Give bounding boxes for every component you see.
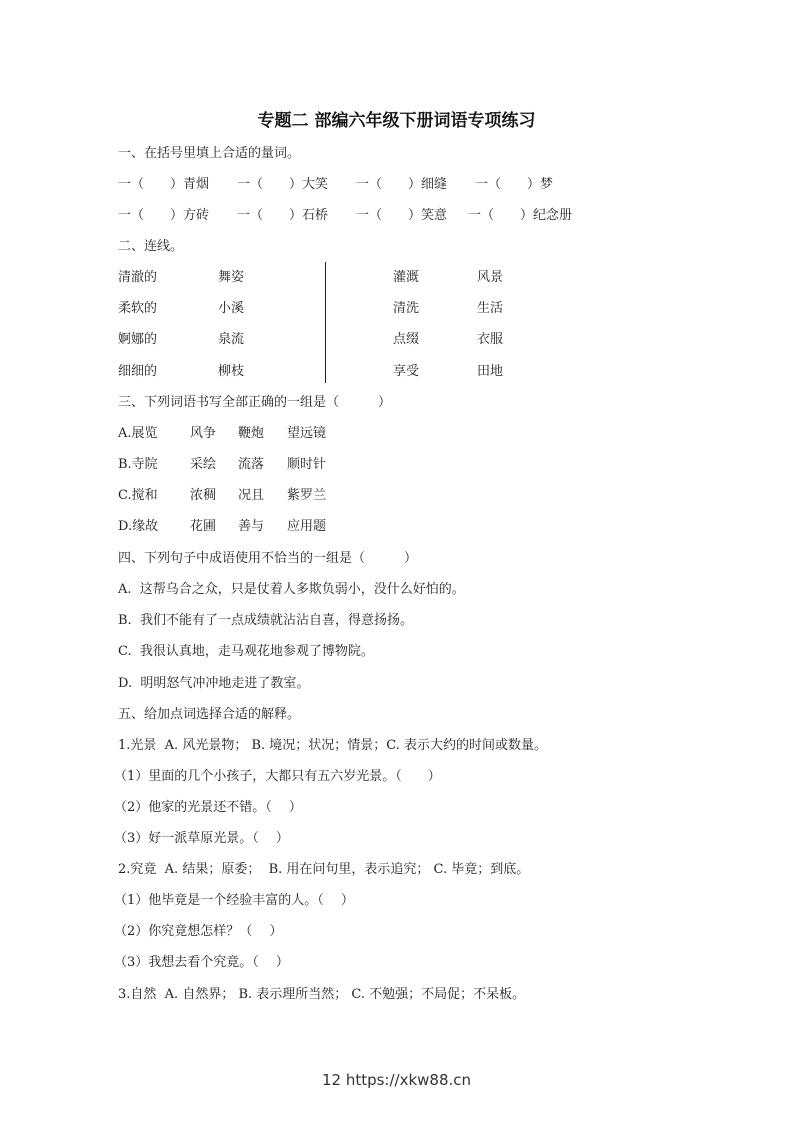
match-word: 田地	[477, 364, 504, 379]
question-item: （2）你究竟想怎样？（ ）	[114, 924, 283, 939]
option-word: 紫罗兰	[287, 488, 327, 503]
fill-item: 一（ ）方砖	[118, 208, 210, 223]
fill-item: 一（ ）大笑	[237, 177, 329, 192]
question-item: （3）我想去看个究竟。（ ）	[114, 955, 289, 970]
match-word: 清洗	[393, 301, 420, 316]
question-item: （2）他家的光景还不错。（ ）	[114, 800, 302, 815]
page-footer: 12 https://xkw88.cn	[321, 1071, 472, 1089]
option-label: B.寺院	[118, 457, 158, 472]
option-label: C.搅和	[118, 488, 158, 503]
section-5-heading: 五、给加点词选择合适的解释。	[118, 707, 301, 722]
fill-item: 一（ ）细缝	[356, 177, 448, 192]
match-word: 小溪	[218, 301, 245, 316]
section-4-heading: 四、下列句子中成语使用不恰当的一组是（ ）	[118, 551, 418, 566]
match-word: 柳枝	[218, 364, 245, 379]
question-item: （1）他毕竟是一个经验丰富的人。（ ）	[114, 893, 354, 908]
fill-item: 一（ ）石桥	[237, 208, 329, 223]
divider-line	[325, 262, 326, 383]
match-word: 生活	[477, 301, 504, 316]
option-word: 况且	[238, 488, 265, 503]
match-word: 享受	[393, 364, 420, 379]
word-definition: 2.究竟 A. 结果；原委； B. 用在问句里，表示追究； C. 毕竟；到底。	[118, 862, 530, 877]
option-word: 望远镜	[287, 426, 327, 441]
question-item: （3）好一派草原光景。（ ）	[114, 831, 289, 846]
option-label: D.缘故	[118, 519, 159, 534]
match-word: 舞姿	[218, 270, 245, 285]
match-word: 婀娜的	[118, 332, 158, 347]
option-word: 流落	[238, 457, 265, 472]
match-word: 柔软的	[118, 301, 158, 316]
section-1-heading: 一、在括号里填上合适的量词。	[118, 146, 301, 161]
option-c: C. 我很认真地，走马观花地参观了博物院。	[118, 644, 374, 659]
match-word: 清澈的	[118, 270, 158, 285]
match-word: 泉流	[218, 332, 245, 347]
match-word: 风景	[477, 270, 504, 285]
option-label: A.展览	[118, 426, 158, 441]
fill-item: 一（ ）青烟	[118, 177, 210, 192]
page-title: 专题二 部编六年级下册词语专项练习	[257, 111, 536, 131]
option-a: A. 这帮乌合之众，只是仗着人多欺负弱小，没什么好怕的。	[118, 582, 465, 597]
match-word: 衣服	[477, 332, 504, 347]
option-word: 应用题	[287, 519, 327, 534]
fill-item: 一（ ）笑意	[356, 208, 448, 223]
section-2-heading: 二、连线。	[118, 239, 184, 254]
option-word: 顺时针	[287, 457, 327, 472]
option-word: 善与	[238, 519, 265, 534]
fill-item: 一（ ）梦	[475, 177, 554, 192]
question-item: （1）里面的几个小孩子，大都只有五六岁光景。（ ）	[114, 769, 441, 784]
word-definition: 1.光景 A. 风光景物； B. 境况；状况；情景；C. 表示大约的时间或数量。	[118, 738, 548, 753]
option-word: 风争	[190, 426, 217, 441]
option-word: 浓稠	[190, 488, 217, 503]
section-3-heading: 三、下列词语书写全部正确的一组是（ ）	[118, 395, 392, 410]
option-word: 采绘	[190, 457, 217, 472]
option-d: D. 明明怒气冲冲地走进了教室。	[118, 676, 310, 691]
option-word: 花圃	[190, 519, 217, 534]
fill-item: 一（ ）纪念册	[468, 208, 573, 223]
match-word: 点缀	[393, 332, 420, 347]
option-b: B. 我们不能有了一点成绩就沾沾自喜，得意扬扬。	[118, 613, 413, 628]
word-definition: 3.自然 A. 自然界； B. 表示理所当然； C. 不勉强；不局促；不呆板。	[118, 987, 526, 1002]
match-word: 细细的	[118, 364, 158, 379]
option-word: 鞭炮	[238, 426, 265, 441]
match-word: 灌溉	[393, 270, 420, 285]
